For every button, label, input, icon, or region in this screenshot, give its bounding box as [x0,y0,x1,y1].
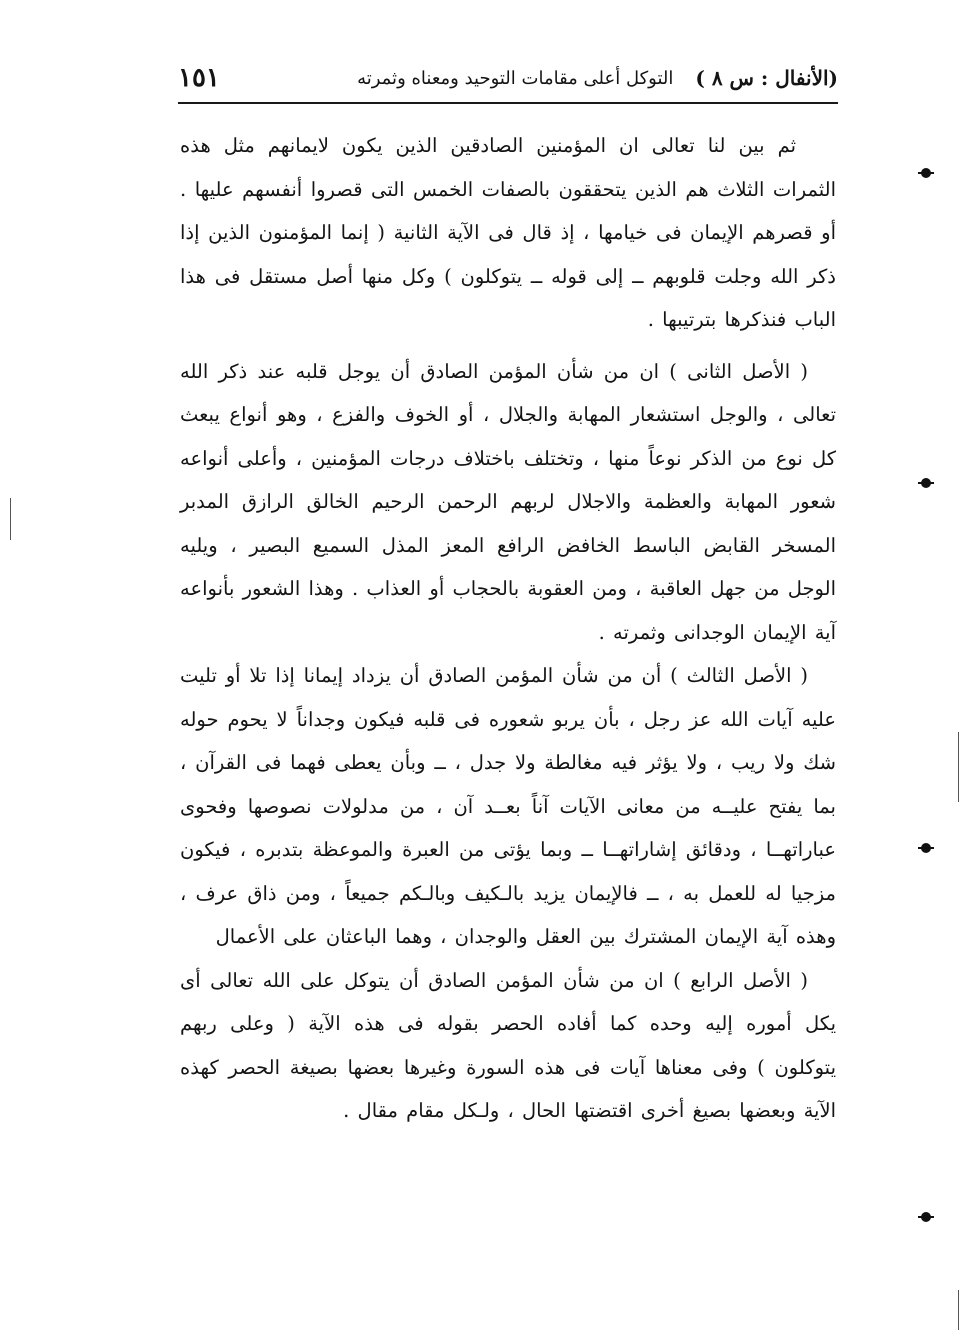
page-body [180,124,836,1133]
running-title: التوكل أعلى مقامات التوحيد ومعناه وثمرته [357,67,674,89]
scan-edge-mark [958,1290,959,1330]
header-text-group [357,66,838,90]
page-number: ١٥١ [178,63,220,93]
binding-hole-mark [921,843,931,853]
paragraph-intro: ثم بين لنا تعالى ان المؤمنين الصادقين الذين يكون لايمانهم مثل هذه الثمرات الثلاث هم الذين يتحققون بالصفات الخمس التى قصروا أنفسهم عليها . أو قصرهم الإيمان فى خيامها ، إذ قال فى الآية الثانية ( إنما المؤمنون الذين إذا ذكر الله وجلت قلوبهم ــ إلى قوله ــ يتوكلون ) وكل منها أصل مستقل فى هذا الباب فنذكرها بترتيبها . [180,134,836,331]
scan-edge-mark [958,732,959,802]
paragraph-fourth-principle: ( الأصل الرابع ) ان من شأن المؤمن الصادق أن يتوكل على الله تعالى أى يكل أموره إليه وحده كما أفاده الحصر بقوله فى هذه الآية ( وعلى ربهم يتوكلون ) وفى معناها آيات فى هذه السورة وغيرها بعضها بصيغة الحصر كهذه الآية وبعضها بصيغ أخرى اقتضتها الحال ، ولـكل مقام مقال . [180,968,836,1122]
paragraph-second-principle: ( الأصل الثانى ) ان من شأن المؤمن الصادق أن يوجل قلبه عند ذكر الله تعالى ، والوجل استشعار المهابة والجلال ، أو الخوف والفزع ، وهو أنواع يبعث كل نوع من الذكر نوعاً منها ، وتختلف باختلاف درجات المؤمنين ، وأعلى أنواعه شعور المهابة والعظمة والاجلال لربهم الرحمن الرحيم الخالق الرازق المدبر المسخر القابض الباسط الخافض الرافع المعز المذل السميع البصير ، ويليه الوجل من جهل العاقبة ، ومن العقوبة بالحجاب أو العذاب . وهذا الشعور بأنواعه آية الإيمان الوجدانى وثمرته . [180,359,836,644]
paragraph-third-principle: ( الأصل الثالث ) أن من شأن المؤمن الصادق أن يزداد إيمانا إذا تلا أو تليت عليه آيات الله عز رجل ، بأن يربو شعوره فى قلبه فيكون وجداناً لا يحوم حوله شك ولا ريب ، ولا يؤثر فيه مغالطة ولا جدل ، ــ وبأن يعطى فهما فى القرآن ، بما يفتح عليــه من معانى الآيات آناً بعــد آن ، من مدلولات نصوصها وفحوى عباراتهــا ، ودقائق إشاراتهــا ــ وبما يؤتى من العبرة والموعظة بتدبره ، فيكون مزجيا له للعمل به ، ــ فالإيمان يزيد بالـكيف وبالـكم جميعاً ، ومن ذاق عرف ، وهذه آية الإيمان المشترك بين العقل والوجدان ، وهما الباعثان على الأعمال [180,664,836,948]
page-header [178,58,838,98]
header-divider [178,102,838,104]
binding-hole-mark [921,168,931,178]
binding-hole-mark [921,478,931,488]
scan-edge-mark [10,498,11,540]
binding-hole-mark [921,1212,931,1222]
surah-reference: (الأنفال : س ٨ ) [695,66,838,90]
